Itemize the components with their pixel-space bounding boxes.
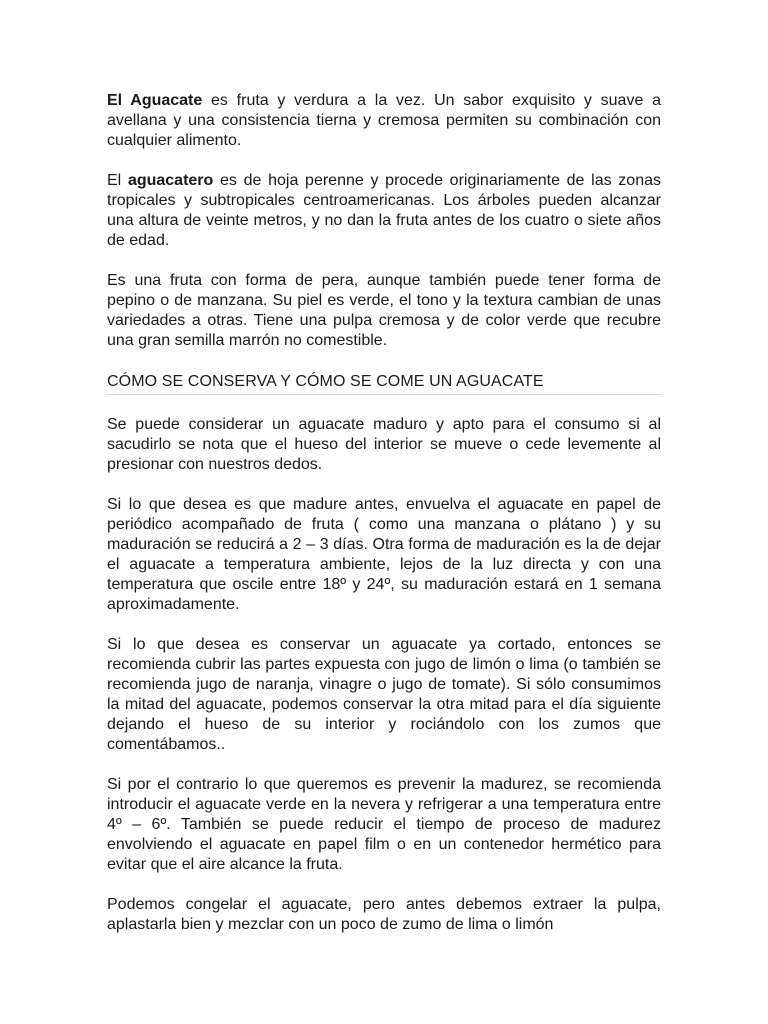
paragraph-intro [107, 91, 661, 151]
paragraph-intro-text: es fruta y verdura a la vez. Un sabor exquisito y suave a avellana y una consistencia tierna y cremosa permiten su combinación con cualquier alimento. [107, 92, 661, 149]
paragraph-maduro: Se puede considerar un aguacate maduro y apto para el consumo si al sacudirlo se nota que el hueso del interior se mueve o cede levemente al presionar con nuestros dedos. [107, 416, 661, 473]
paragraph-aguacatero-lead: El [107, 172, 128, 189]
section-heading: CÓMO SE CONSERVA Y CÓMO SE COME UN AGUACATE [107, 372, 661, 395]
paragraph-aguacatero [107, 171, 661, 251]
paragraph-forma: Es una fruta con forma de pera, aunque también puede tener forma de pepino o de manzana. Su piel es verde, el tono y la textura cambian de unas variedades a otras. Tiene una pulpa cremosa y de color verde que recubre una gran semilla marrón no comestible. [107, 272, 661, 349]
paragraph-aguacatero-text: es de hoja perenne y procede originariamente de las zonas tropicales y subtropicales centroamericanas. Los árboles pueden alcanzar una altura de veinte metros, y no dan la fruta antes de los cuatro o siete años de edad. [107, 172, 662, 249]
paragraph-madurar-antes: Si lo que desea es que madure antes, envuelva el aguacate en papel de periódico acompañado de fruta ( como una manzana o plátano ) y su maduración se reducirá a 2 – 3 días. Otra forma de maduración es la de dejar el aguacate a temperatura ambiente, lejos de la luz directa y con una temperatura que oscile entre 18º y 24º, su maduración estará en 1 semana aproximadamente. [107, 496, 661, 613]
term-aguacatero: aguacatero [127, 172, 214, 189]
paragraph-congelar: Podemos congelar el aguacate, pero antes debemos extraer la pulpa, aplastarla bien y mezclar con un poco de zumo de lima o limón [107, 896, 661, 933]
paragraph-prevenir-madurez: Si por el contrario lo que queremos es prevenir la madurez, se recomienda introducir el aguacate verde en la nevera y refrigerar a una temperatura entre 4º – 6º. También se puede reducir el tiempo de proceso de madurez envolviendo el aguacate en papel film o en un contenedor hermético para evitar que el aire alcance la fruta. [107, 776, 661, 873]
term-el-aguacate: El Aguacate [107, 92, 203, 109]
paragraph-conservar-cortado: Si lo que desea es conservar un aguacate ya cortado, entonces se recomienda cubrir las partes expuesta con jugo de limón o lima (o también se recomienda jugo de naranja, vinagre o jugo de tomate). Si sólo consumimos la mitad del aguacate, podemos conservar la otra mitad para el día siguiente dejando el hueso de su interior y rociándolo con los zumos que comentábamos.. [107, 636, 661, 753]
document-page [107, 91, 661, 935]
